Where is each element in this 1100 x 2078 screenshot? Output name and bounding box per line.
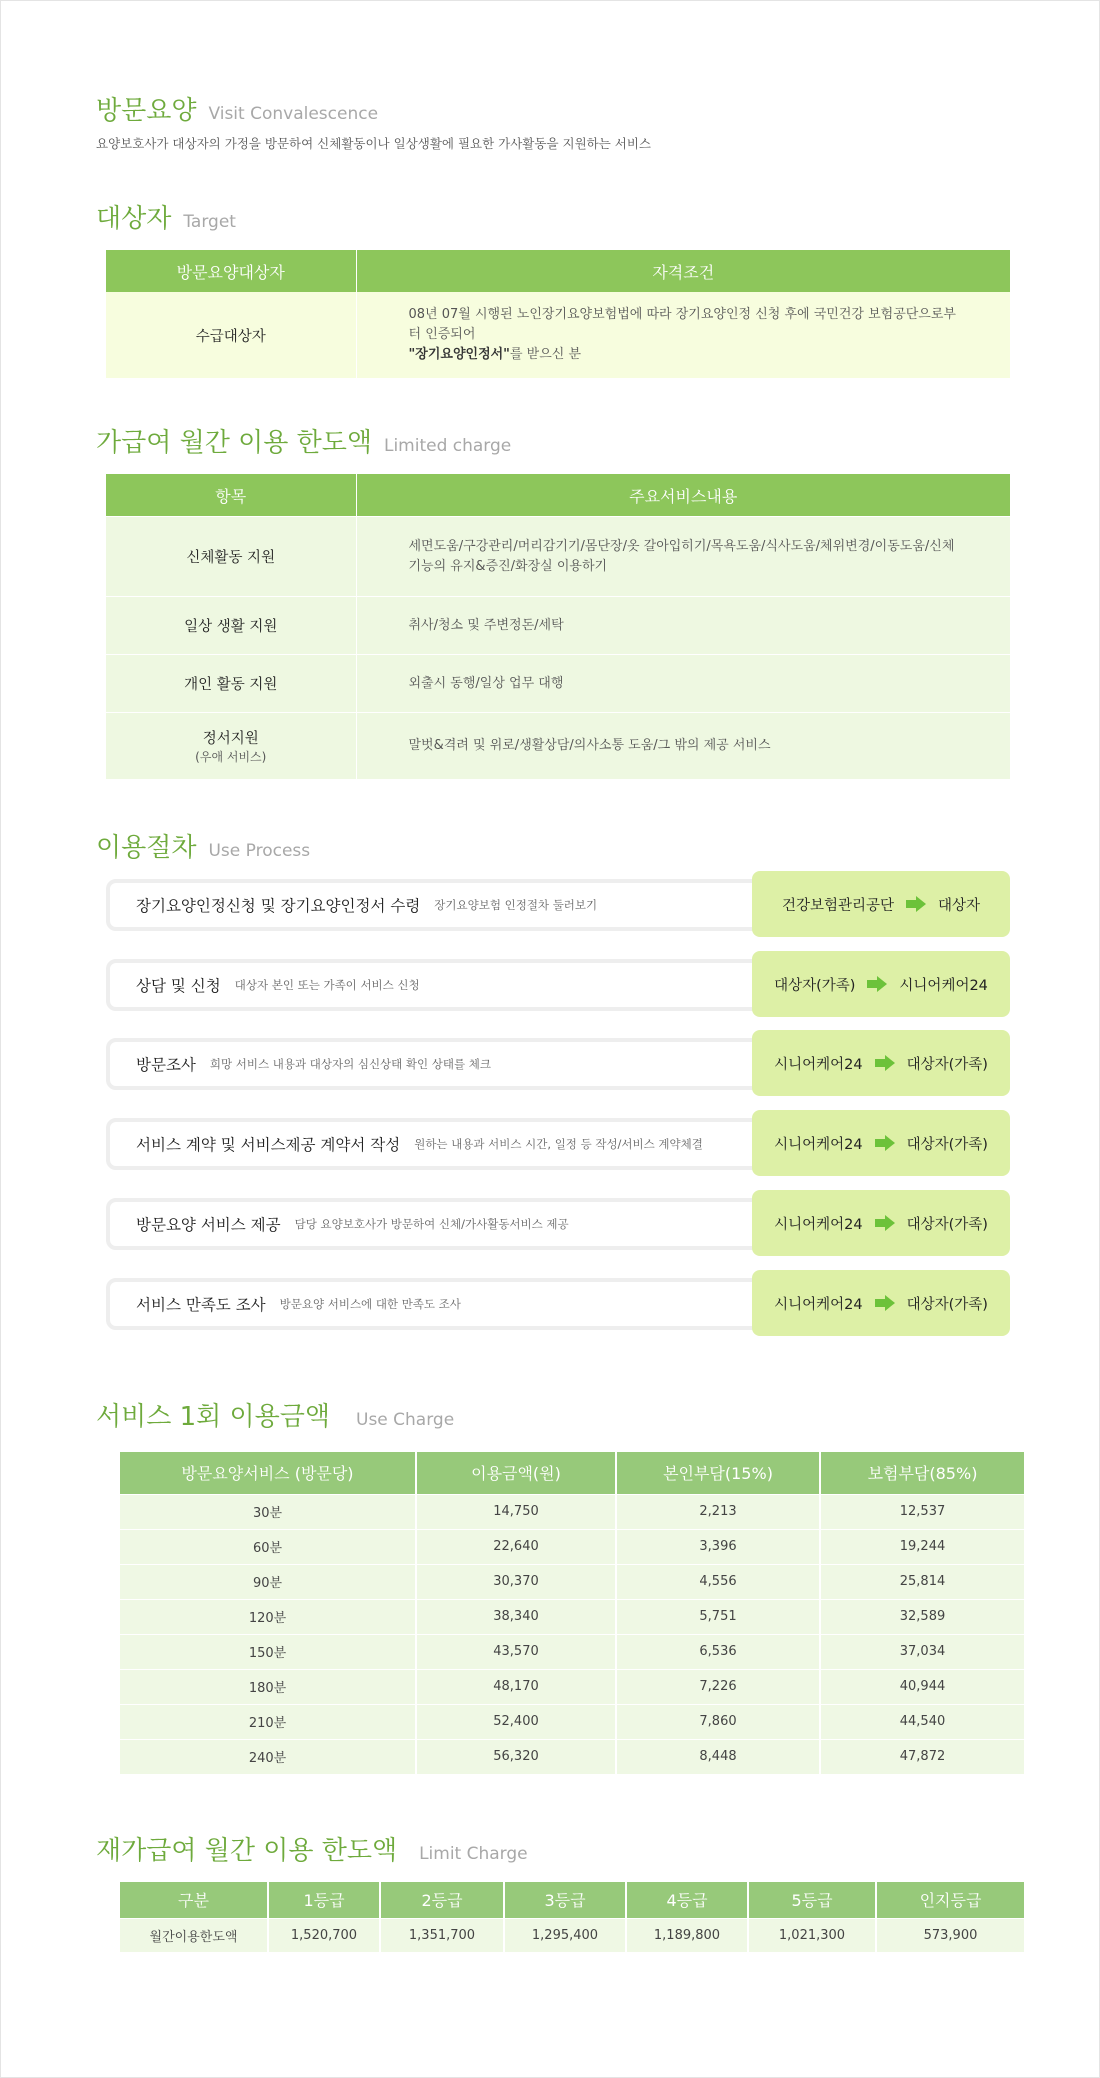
process-step-title: 서비스 만족도 조사 xyxy=(136,1296,266,1314)
limit-header-item: 항목 xyxy=(106,474,356,517)
charge-cell: 30,370 xyxy=(416,1564,616,1599)
target-header-subject: 방문요양대상자 xyxy=(106,250,356,292)
process-step-box xyxy=(106,1038,800,1090)
table-row xyxy=(106,292,1010,378)
table-row xyxy=(120,1704,1024,1739)
charge-table xyxy=(120,1452,1024,1774)
process-step xyxy=(106,871,1010,937)
grade-cell: 1,351,700 xyxy=(380,1918,504,1952)
charge-cell: 7,226 xyxy=(616,1669,820,1704)
limit-table xyxy=(106,474,1010,779)
table-row xyxy=(120,1669,1024,1704)
charge-cell: 2,213 xyxy=(616,1494,820,1529)
process-step xyxy=(106,1030,1010,1096)
charge-cell: 32,589 xyxy=(820,1599,1024,1634)
charge-cell: 40,944 xyxy=(820,1669,1024,1704)
charge-title: 서비스 1회 이용금액 Use Charge xyxy=(96,1402,455,1432)
process-step-desc: 방문요양 서비스에 대한 만족도 조사 xyxy=(279,1297,461,1311)
table-row xyxy=(120,1494,1024,1529)
table-row xyxy=(120,1918,1024,1952)
process-from: 시니어케어24 xyxy=(774,1136,863,1153)
process-step-title: 방문조사 xyxy=(136,1056,196,1074)
limit-row-label: 개인 활동 지원 xyxy=(106,655,356,713)
process-step xyxy=(106,1270,1010,1336)
process-step-box xyxy=(106,879,800,931)
process-step-title: 서비스 계약 및 서비스제공 계약서 작성 xyxy=(136,1136,401,1154)
limit-row-text: 외출시 동행/일상 업무 대행 xyxy=(356,655,1010,713)
process-to: 대상자 xyxy=(938,897,981,914)
table-row xyxy=(120,1599,1024,1634)
table-row xyxy=(106,655,1010,713)
table-row xyxy=(106,713,1010,779)
limit-row-text: 취사/청소 및 주변정돈/세탁 xyxy=(356,597,1010,655)
table-row xyxy=(120,1739,1024,1774)
grade-cell: 1,021,300 xyxy=(748,1918,876,1952)
charge-cell: 30분 xyxy=(120,1494,416,1529)
grade-header: 구분 xyxy=(120,1882,268,1918)
grade-header: 5등급 xyxy=(748,1882,876,1918)
table-row xyxy=(120,1529,1024,1564)
process-step-desc: 희망 서비스 내용과 대상자의 심신상태 확인 상태를 체크 xyxy=(209,1057,491,1071)
charge-cell: 120분 xyxy=(120,1599,416,1634)
arrow-right-icon xyxy=(875,1215,895,1231)
charge-cell: 8,448 xyxy=(616,1739,820,1774)
charge-cell: 43,570 xyxy=(416,1634,616,1669)
grade-table xyxy=(120,1882,1024,1952)
charge-header: 방문요양서비스 (방문당) xyxy=(120,1452,416,1494)
charge-cell: 180분 xyxy=(120,1669,416,1704)
limit-header-content: 주요서비스내용 xyxy=(356,474,1010,517)
charge-cell: 48,170 xyxy=(416,1669,616,1704)
process-to: 대상자(가족) xyxy=(906,1056,988,1073)
process-from: 시니어케어24 xyxy=(774,1296,863,1313)
limit-title: 가급여 월간 이용 한도액 Limited charge xyxy=(96,428,512,458)
grade-title: 재가급여 월간 이용 한도액 Limit Charge xyxy=(96,1836,528,1866)
process-step xyxy=(106,951,1010,1017)
charge-cell: 7,860 xyxy=(616,1704,820,1739)
charge-cell: 25,814 xyxy=(820,1564,1024,1599)
arrow-right-icon xyxy=(875,1295,895,1311)
charge-cell: 44,540 xyxy=(820,1704,1024,1739)
arrow-right-icon xyxy=(875,1055,895,1071)
charge-cell: 6,536 xyxy=(616,1634,820,1669)
process-step-flow xyxy=(752,1270,1010,1336)
table-row xyxy=(120,1564,1024,1599)
process-step-desc: 대상자 본인 또는 가족이 서비스 신청 xyxy=(234,978,420,992)
target-row-label: 수급대상자 xyxy=(106,292,356,378)
target-title: 대상자 Target xyxy=(96,204,236,234)
charge-cell: 240분 xyxy=(120,1739,416,1774)
process-from: 시니어케어24 xyxy=(774,1216,863,1233)
process-step xyxy=(106,1110,1010,1176)
process-step-flow xyxy=(752,1110,1010,1176)
charge-cell: 37,034 xyxy=(820,1634,1024,1669)
process-from: 대상자(가족) xyxy=(774,977,856,994)
process-step-box xyxy=(106,959,800,1011)
grade-cell: 573,900 xyxy=(876,1918,1024,1952)
limit-row-label: 신체활동 지원 xyxy=(106,517,356,597)
grade-header: 2등급 xyxy=(380,1882,504,1918)
grade-header: 1등급 xyxy=(268,1882,380,1918)
charge-cell: 14,750 xyxy=(416,1494,616,1529)
table-row xyxy=(120,1634,1024,1669)
process-title: 이용절차 Use Process xyxy=(96,833,311,863)
process-step-title: 상담 및 신청 xyxy=(136,977,221,995)
process-to: 대상자(가족) xyxy=(906,1296,988,1313)
target-header-condition: 자격조건 xyxy=(356,250,1010,292)
limit-row-label: 일상 생활 지원 xyxy=(106,597,356,655)
process-step-box xyxy=(106,1118,800,1170)
process-step-flow xyxy=(752,1030,1010,1096)
charge-cell: 5,751 xyxy=(616,1599,820,1634)
charge-header: 본인부담(15%) xyxy=(616,1452,820,1494)
charge-cell: 52,400 xyxy=(416,1704,616,1739)
charge-cell: 38,340 xyxy=(416,1599,616,1634)
process-to: 대상자(가족) xyxy=(906,1216,988,1233)
charge-cell: 60분 xyxy=(120,1529,416,1564)
arrow-right-icon xyxy=(906,896,926,912)
charge-cell: 47,872 xyxy=(820,1739,1024,1774)
arrow-right-icon xyxy=(875,1135,895,1151)
limit-row-label: 정서지원 (우애 서비스) xyxy=(106,713,356,779)
process-to: 대상자(가족) xyxy=(906,1136,988,1153)
process-to: 시니어케어24 xyxy=(899,977,988,994)
process-step-box xyxy=(106,1198,800,1250)
table-row xyxy=(106,597,1010,655)
process-step-flow xyxy=(752,951,1010,1017)
charge-cell: 56,320 xyxy=(416,1739,616,1774)
limit-row-text: 말벗&격려 및 위로/생활상담/의사소통 도움/그 밖의 제공 서비스 xyxy=(356,713,1010,779)
process-step-box xyxy=(106,1278,800,1330)
charge-cell: 22,640 xyxy=(416,1529,616,1564)
process-step xyxy=(106,1190,1010,1256)
grade-cell: 1,295,400 xyxy=(504,1918,626,1952)
charge-header: 보험부담(85%) xyxy=(820,1452,1024,1494)
arrow-right-icon xyxy=(867,976,887,992)
grade-cell: 1,520,700 xyxy=(268,1918,380,1952)
charge-cell: 4,556 xyxy=(616,1564,820,1599)
target-row-condition: 08년 07월 시행된 노인장기요양보험법에 따라 장기요양인정 신청 후에 국민건강 보험공단으로부터 인증되어 "장기요양인정서"를 받으신 분 xyxy=(356,292,1010,378)
target-table xyxy=(106,250,1010,378)
process-step-desc: 담당 요양보호사가 방문하여 신체/가사활동서비스 제공 xyxy=(294,1217,569,1231)
grade-cell: 월간이용한도액 xyxy=(120,1918,268,1952)
charge-cell: 19,244 xyxy=(820,1529,1024,1564)
charge-cell: 210분 xyxy=(120,1704,416,1739)
table-row xyxy=(106,517,1010,597)
process-step-title: 장기요양인정신청 및 장기요양인정서 수령 xyxy=(136,897,421,915)
visit-title: 방문요양 Visit Convalescence xyxy=(96,96,379,126)
process-step-title: 방문요양 서비스 제공 xyxy=(136,1216,281,1234)
grade-header: 3등급 xyxy=(504,1882,626,1918)
process-step-desc[interactable]: 장기요양보험 인정절차 둘러보기 xyxy=(434,898,598,912)
process-step-flow xyxy=(752,1190,1010,1256)
charge-cell: 150분 xyxy=(120,1634,416,1669)
charge-cell: 3,396 xyxy=(616,1529,820,1564)
charge-cell: 12,537 xyxy=(820,1494,1024,1529)
process-from: 시니어케어24 xyxy=(774,1056,863,1073)
limit-row-text: 세면도움/구강관리/머리감기기/몸단장/옷 갈아입히기/목욕도움/식사도움/체위변경/이동도움/신체기능의 유지&증진/화장실 이용하기 xyxy=(356,517,1010,597)
grade-header: 4등급 xyxy=(626,1882,748,1918)
charge-header: 이용금액(원) xyxy=(416,1452,616,1494)
process-from: 건강보험관리공단 xyxy=(781,897,895,914)
visit-description: 요양보호사가 대상자의 가정을 방문하여 신체활동이나 일상생활에 필요한 가사활동을 지원하는 서비스 xyxy=(96,136,651,151)
grade-cell: 1,189,800 xyxy=(626,1918,748,1952)
charge-cell: 90분 xyxy=(120,1564,416,1599)
process-step-flow xyxy=(752,871,1010,937)
process-step-desc: 원하는 내용과 서비스 시간, 일정 등 작성/서비스 계약체결 xyxy=(414,1137,703,1151)
grade-header: 인지등급 xyxy=(876,1882,1024,1918)
